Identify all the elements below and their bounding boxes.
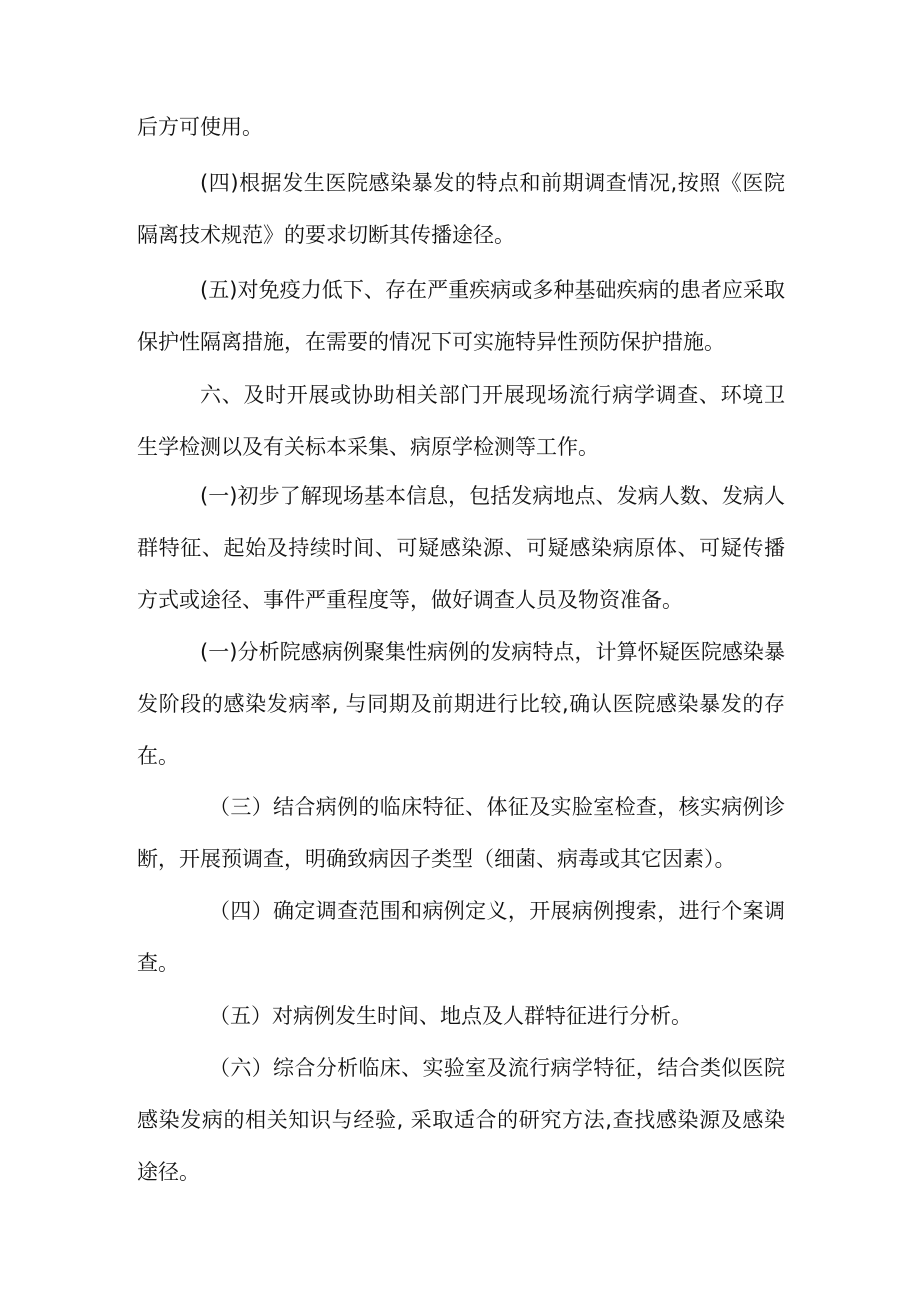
paragraph-item-6-comprehensive: （六）综合分析临床、实验室及流行病学特征，结合类似医院感染发病的相关知识与经验, 采取适合的研究方法,查找感染源及感染途径。 <box>137 1056 785 1184</box>
paragraph-item-5-distribution: （五）对病例发生时间、地点及人群特征进行分析。 <box>209 1004 692 1028</box>
paragraph-item-1-basic-info: (一)初步了解现场基本信息，包括发病地点、发病人数、发病人群特征、起始及持续时间、可疑感染源、可疑感染病原体、可疑传播方式或途径、事件严重程度等，做好调查人员及物资准备。 <box>137 484 785 612</box>
paragraph-section-6-heading: 六、及时开展或协助相关部门开展现场流行病学调查、环境卫生学检测以及有关标本采集、病原学检测等工作。 <box>137 383 785 459</box>
paragraph-continuation: 后方可使用。 <box>137 115 263 139</box>
paragraph-item-4-case-search: （四）确定调查范围和病例定义，开展病例搜索，进行个案调查。 <box>137 899 785 975</box>
paragraph-item-5-protection: (五)对免疫力低下、存在严重疾病或多种基础疾病的患者应采取保护性隔离措施，在需要的情况下可实施特异性预防保护措施。 <box>137 278 785 354</box>
paragraph-item-4-isolation: (四)根据发生医院感染暴发的特点和前期调查情况,按照《医院隔离技术规范》的要求切断其传播途径。 <box>137 171 785 247</box>
paragraph-item-3-diagnosis: （三）结合病例的临床特征、体征及实脸室检查，核实病例诊断，开展预调查，明确致病因子类型（细菌、病毒或其它因素）。 <box>137 795 785 871</box>
paragraph-item-2-analysis: (一)分析院感病例聚集性病例的发病特点，计算怀疑医院感染暴发阶段的感染发病率, 与同期及前期进行比较,确认医院感染暴发的存在。 <box>137 640 785 768</box>
